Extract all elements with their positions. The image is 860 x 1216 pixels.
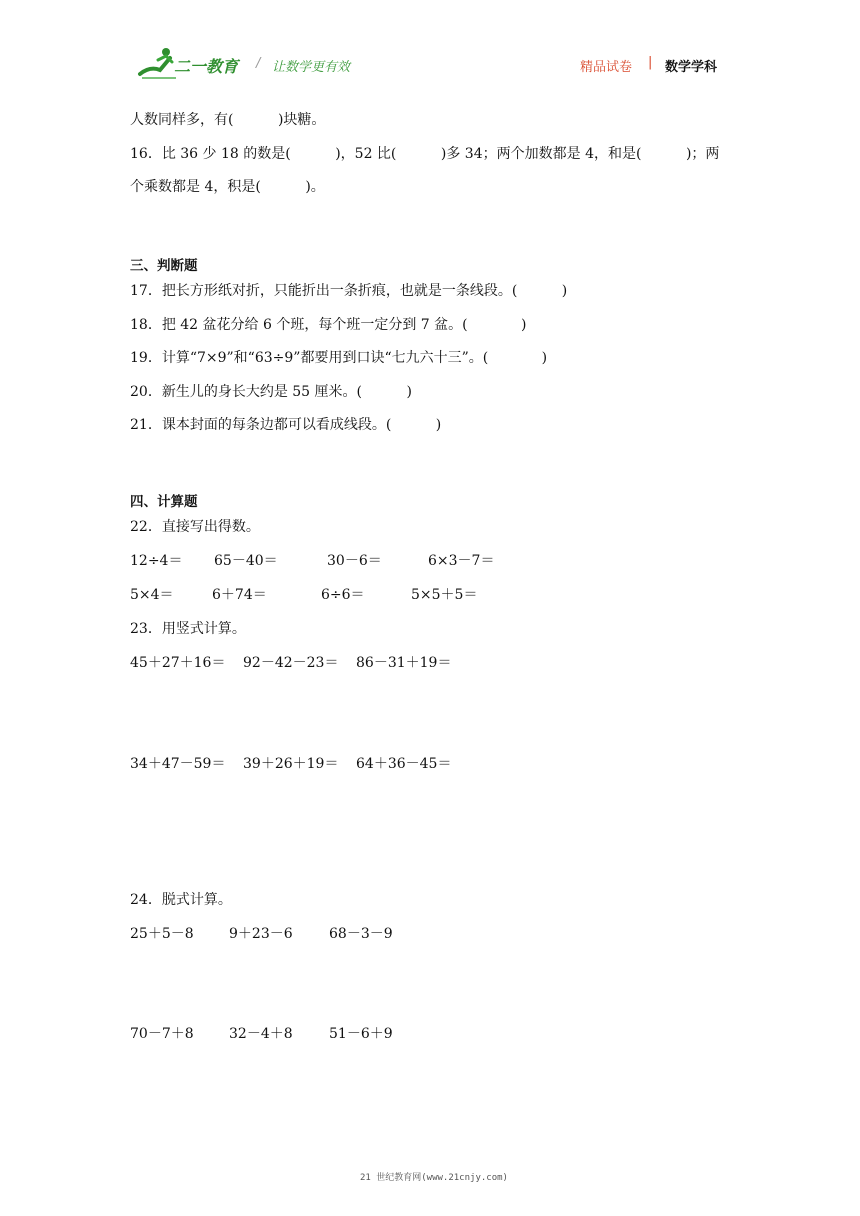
header-slogan: 让数学更有效 bbox=[272, 60, 351, 75]
q23-item: 86－31＋19＝ bbox=[356, 655, 452, 671]
section-calc-heading: 四、计算题 bbox=[130, 494, 198, 510]
header-right-label: 精品试卷 bbox=[580, 60, 633, 75]
q23-item: 92－42－23＝ bbox=[243, 655, 339, 671]
q24-item: 51－6＋9 bbox=[329, 1026, 393, 1042]
header-divider: | bbox=[648, 55, 653, 70]
q22-item: 5×5＋5＝ bbox=[411, 587, 478, 603]
q24-item: 32－4＋8 bbox=[229, 1026, 293, 1042]
header-slash: / bbox=[256, 56, 261, 71]
q22-item: 6÷6＝ bbox=[321, 587, 365, 603]
q22-item: 6×3－7＝ bbox=[428, 553, 495, 569]
q19: 19．计算“7×9”和“63÷9”都要用到口诀“七九六十三”。( ) bbox=[130, 350, 548, 366]
q16-line1: 16．比 36 少 18 的数是( )，52 比( )多 34；两个加数都是 4，和是( )；两 bbox=[130, 146, 720, 162]
q22: 22．直接写出得数。 bbox=[130, 519, 260, 535]
q22-item: 5×4＝ bbox=[130, 587, 174, 603]
q23-item: 34＋47－59＝ bbox=[130, 756, 226, 772]
q24-item: 70－7＋8 bbox=[130, 1026, 194, 1042]
q22-item: 30－6＝ bbox=[327, 553, 382, 569]
q24-item: 68－3－9 bbox=[329, 926, 393, 942]
q22-item: 12÷4＝ bbox=[130, 553, 183, 569]
section-judgement-heading: 三、判断题 bbox=[130, 258, 198, 274]
q24: 24．脱式计算。 bbox=[130, 892, 232, 908]
q23-item: 45＋27＋16＝ bbox=[130, 655, 226, 671]
q18: 18．把 42 盆花分给 6 个班，每个班一定分到 7 盆。( ) bbox=[130, 317, 527, 333]
q20: 20．新生儿的身长大约是 55 厘米。( ) bbox=[130, 384, 412, 400]
q17: 17．把长方形纸对折，只能折出一条折痕，也就是一条线段。( ) bbox=[130, 283, 568, 299]
q21: 21．课本封面的每条边都可以看成线段。( ) bbox=[130, 417, 442, 433]
q24-item: 25＋5－8 bbox=[130, 926, 194, 942]
q15-continuation: 人数同样多，有( )块糖。 bbox=[130, 112, 326, 128]
logo-text: 二一教育 bbox=[174, 57, 239, 76]
q24-item: 9＋23－6 bbox=[229, 926, 293, 942]
q22-item: 6＋74＝ bbox=[212, 587, 267, 603]
page-footer: 21 世纪教育网(www.21cnjy.com) bbox=[360, 1173, 508, 1183]
q23: 23．用竖式计算。 bbox=[130, 621, 246, 637]
q23-item: 39＋26＋19＝ bbox=[243, 756, 339, 772]
q23-item: 64＋36－45＝ bbox=[356, 756, 452, 772]
q22-item: 65－40＝ bbox=[214, 553, 278, 569]
q16-line2: 个乘数都是 4，积是( )。 bbox=[130, 179, 325, 195]
header-subject: 数学学科 bbox=[665, 60, 718, 75]
